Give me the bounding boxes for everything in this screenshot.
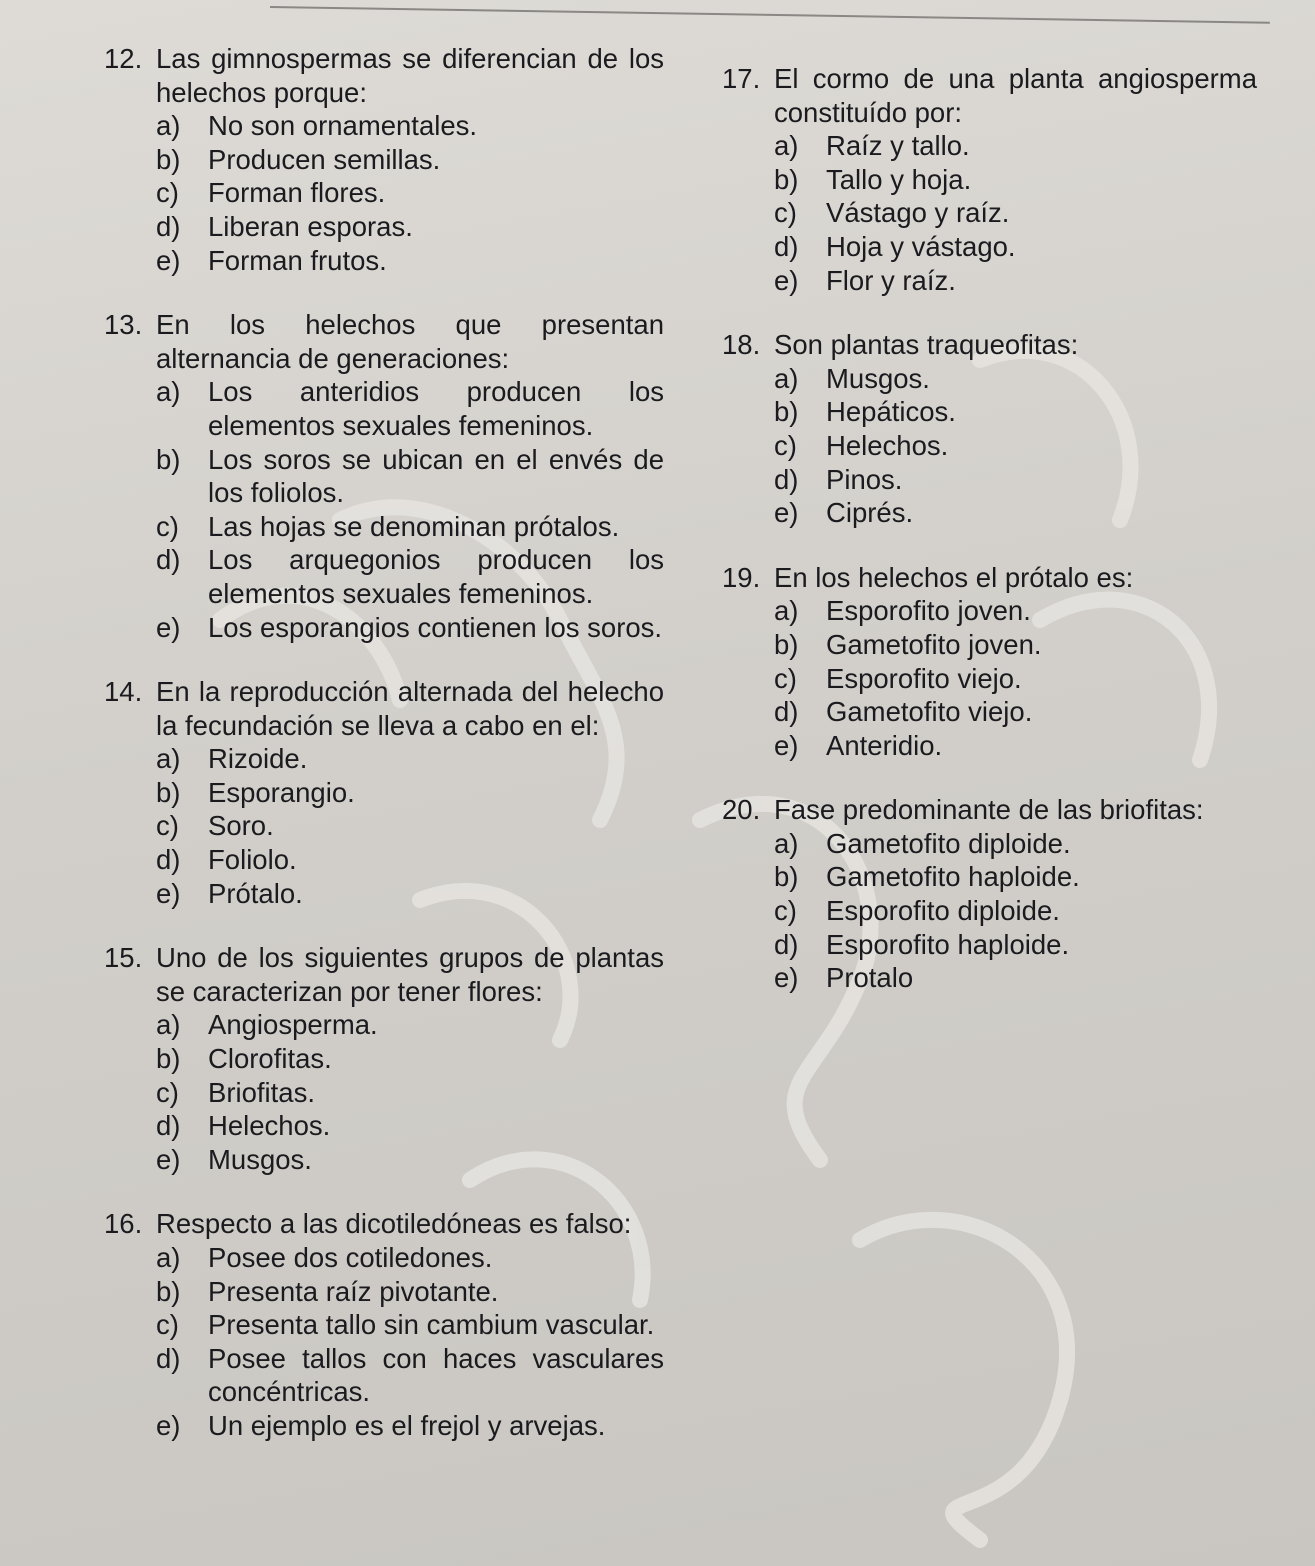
question-stem: En la reproducción alternada del helecho la fecundación se lleva a cabo en el:: [156, 676, 664, 741]
option-text: Los soros se ubican en el envés de los foliolos.: [208, 443, 664, 509]
option-letter: d): [156, 1342, 181, 1374]
option-letter: a): [156, 110, 181, 142]
option-text: Clorofitas.: [208, 1043, 332, 1075]
option-letter: d): [774, 230, 799, 262]
question-stem: En los helechos que presentan alternancia de generaciones:: [156, 309, 664, 374]
option-text: Hoja y vástago.: [826, 230, 1016, 262]
option-c: [722, 894, 1257, 928]
question-18: [722, 328, 1257, 530]
option-text: Presenta raíz pivotante.: [208, 1275, 499, 1307]
option-c: [104, 809, 664, 843]
question-number: 12.: [104, 43, 143, 74]
option-a: [104, 109, 664, 143]
question-number: 19.: [722, 561, 761, 593]
option-text: Briofitas.: [208, 1076, 315, 1108]
question-20: [722, 793, 1257, 995]
option-text: Presenta tallo sin cambium vascular.: [208, 1309, 655, 1341]
option-text: Gametofito joven.: [826, 628, 1042, 660]
option-text: Esporofito haploide.: [826, 928, 1070, 960]
option-letter: e): [156, 611, 181, 643]
option-d: [722, 230, 1257, 264]
option-letter: a): [774, 362, 799, 394]
option-letter: a): [156, 1242, 181, 1273]
option-a: [104, 742, 664, 776]
question-stem: Fase predominante de las briofitas:: [774, 794, 1204, 826]
option-b: [722, 628, 1257, 662]
question-number: 14.: [104, 676, 143, 708]
option-e: [104, 1409, 664, 1443]
option-d: [104, 843, 664, 877]
option-d: [722, 928, 1257, 962]
option-a: [104, 1008, 664, 1042]
option-text: Los esporangios contienen los soros.: [208, 611, 663, 643]
option-text: Raíz y tallo.: [826, 130, 970, 162]
option-text: Producen semillas.: [208, 143, 441, 175]
option-text: Forman frutos.: [208, 244, 387, 276]
option-text: Los anteridios producen los elementos sexuales femeninos.: [208, 376, 664, 441]
option-letter: d): [156, 544, 181, 576]
option-text: Anteridio.: [826, 729, 943, 761]
option-letter: c): [156, 810, 179, 842]
option-text: Posee dos cotiledones.: [208, 1242, 493, 1273]
option-letter: b): [156, 776, 181, 808]
option-letter: b): [774, 861, 799, 893]
question-stem: El cormo de una planta angiosperma constituído por:: [774, 63, 1257, 128]
option-a: [104, 375, 664, 442]
option-e: [722, 729, 1257, 763]
option-letter: c): [774, 662, 797, 694]
option-text: Posee tallos con haces vasculares concéntricas.: [208, 1342, 664, 1408]
option-letter: c): [156, 1309, 179, 1341]
option-text: Soro.: [208, 810, 274, 842]
option-a: [722, 129, 1257, 163]
option-e: [722, 961, 1257, 995]
option-letter: d): [774, 463, 799, 495]
option-text: Los arquegonios producen los elementos sexuales femeninos.: [208, 544, 664, 609]
option-e: [722, 496, 1257, 530]
option-c: [722, 196, 1257, 230]
question-15: [104, 941, 664, 1176]
option-letter: c): [156, 177, 179, 209]
question-number: 20.: [722, 794, 761, 826]
option-letter: b): [156, 443, 181, 475]
option-c: [104, 176, 664, 210]
option-letter: d): [156, 844, 181, 876]
option-e: [722, 264, 1257, 298]
option-a: [722, 362, 1257, 396]
option-b: [104, 443, 664, 510]
option-text: Liberan esporas.: [208, 210, 413, 242]
option-letter: b): [156, 1043, 181, 1075]
option-d: [722, 695, 1257, 729]
option-b: [722, 395, 1257, 429]
question-stem: En los helechos el prótalo es:: [774, 561, 1134, 593]
option-letter: c): [774, 197, 797, 229]
option-letter: c): [774, 429, 797, 461]
option-text: Las hojas se denominan prótalos.: [208, 510, 620, 542]
option-d: [104, 210, 664, 244]
option-text: Protalo: [826, 962, 914, 994]
option-text: Flor y raíz.: [826, 264, 956, 296]
option-letter: a): [156, 1009, 181, 1041]
option-text: Prótalo.: [208, 877, 303, 909]
option-letter: d): [156, 1110, 181, 1142]
question-13: [104, 308, 664, 644]
option-text: Pinos.: [826, 463, 903, 495]
option-a: [104, 1241, 664, 1275]
option-letter: b): [156, 143, 181, 175]
option-letter: c): [156, 1076, 179, 1108]
question-number: 15.: [104, 942, 143, 974]
option-e: [104, 1143, 664, 1177]
question-stem: Las gimnospermas se diferencian de los helechos porque:: [156, 43, 664, 108]
question-stem: Respecto a las dicotiledóneas es falso:: [156, 1208, 632, 1240]
option-letter: b): [774, 396, 799, 428]
option-text: Helechos.: [208, 1110, 331, 1142]
option-text: Tallo y hoja.: [826, 163, 972, 195]
option-text: Helechos.: [826, 429, 949, 461]
option-c: [104, 1076, 664, 1110]
option-b: [722, 860, 1257, 894]
question-14: [104, 675, 664, 910]
option-d: [722, 463, 1257, 497]
option-c: [722, 429, 1257, 463]
option-text: Vástago y raíz.: [826, 197, 1010, 229]
question-number: 13.: [104, 309, 143, 341]
question-12: [104, 42, 664, 277]
question-stem: Uno de los siguientes grupos de plantas se caracterizan por tener flores:: [156, 942, 664, 1007]
option-letter: e): [774, 264, 799, 296]
option-letter: a): [774, 130, 799, 162]
option-text: Esporofito diploide.: [826, 895, 1060, 927]
option-letter: a): [156, 376, 181, 408]
option-text: Hepáticos.: [826, 396, 956, 428]
question-number: 16.: [104, 1208, 143, 1240]
question-stem: Son plantas traqueofitas:: [774, 329, 1079, 361]
option-b: [722, 163, 1257, 197]
option-c: [722, 662, 1257, 696]
option-c: [104, 1308, 664, 1342]
option-letter: d): [774, 696, 799, 728]
option-e: [104, 611, 664, 645]
option-text: Esporofito viejo.: [826, 662, 1022, 694]
option-text: Gametofito diploide.: [826, 827, 1071, 859]
option-letter: e): [774, 729, 799, 761]
question-16: [104, 1207, 664, 1442]
option-letter: b): [774, 628, 799, 660]
option-letter: b): [156, 1275, 181, 1307]
option-e: [104, 244, 664, 278]
option-text: Angiosperma.: [208, 1009, 378, 1041]
option-d: [104, 543, 664, 610]
option-b: [104, 776, 664, 810]
option-d: [104, 1109, 664, 1143]
option-text: Un ejemplo es el frejol y arvejas.: [208, 1409, 606, 1441]
option-text: Esporangio.: [208, 776, 355, 808]
option-letter: e): [156, 244, 181, 276]
option-a: [722, 594, 1257, 628]
option-text: Esporofito joven.: [826, 595, 1031, 627]
option-b: [104, 1042, 664, 1076]
option-text: Ciprés.: [826, 497, 914, 529]
option-b: [104, 143, 664, 177]
option-b: [104, 1275, 664, 1309]
option-letter: e): [156, 877, 181, 909]
option-d: [104, 1342, 664, 1409]
option-letter: e): [156, 1409, 181, 1441]
question-number: 17.: [722, 63, 761, 94]
option-text: Rizoide.: [208, 743, 308, 775]
option-e: [104, 877, 664, 911]
option-text: Gametofito haploide.: [826, 861, 1080, 893]
option-text: No son ornamentales.: [208, 110, 478, 142]
option-letter: e): [774, 962, 799, 994]
option-text: Forman flores.: [208, 177, 386, 209]
right-column: [722, 62, 1257, 1026]
option-letter: a): [774, 827, 799, 859]
option-text: Musgos.: [208, 1143, 312, 1175]
option-letter: a): [774, 595, 799, 627]
option-letter: c): [156, 510, 179, 542]
question-17: [722, 62, 1257, 297]
left-column: [104, 42, 664, 1474]
question-number: 18.: [722, 329, 761, 361]
option-letter: a): [156, 743, 181, 775]
option-letter: b): [774, 163, 799, 195]
option-a: [722, 827, 1257, 861]
option-letter: c): [774, 895, 797, 927]
option-c: [104, 510, 664, 544]
option-text: Musgos.: [826, 362, 930, 394]
option-letter: e): [156, 1143, 181, 1175]
option-letter: e): [774, 497, 799, 529]
option-text: Foliolo.: [208, 844, 297, 876]
option-letter: d): [774, 928, 799, 960]
option-text: Gametofito viejo.: [826, 696, 1033, 728]
question-19: [722, 561, 1257, 763]
option-letter: d): [156, 210, 181, 242]
